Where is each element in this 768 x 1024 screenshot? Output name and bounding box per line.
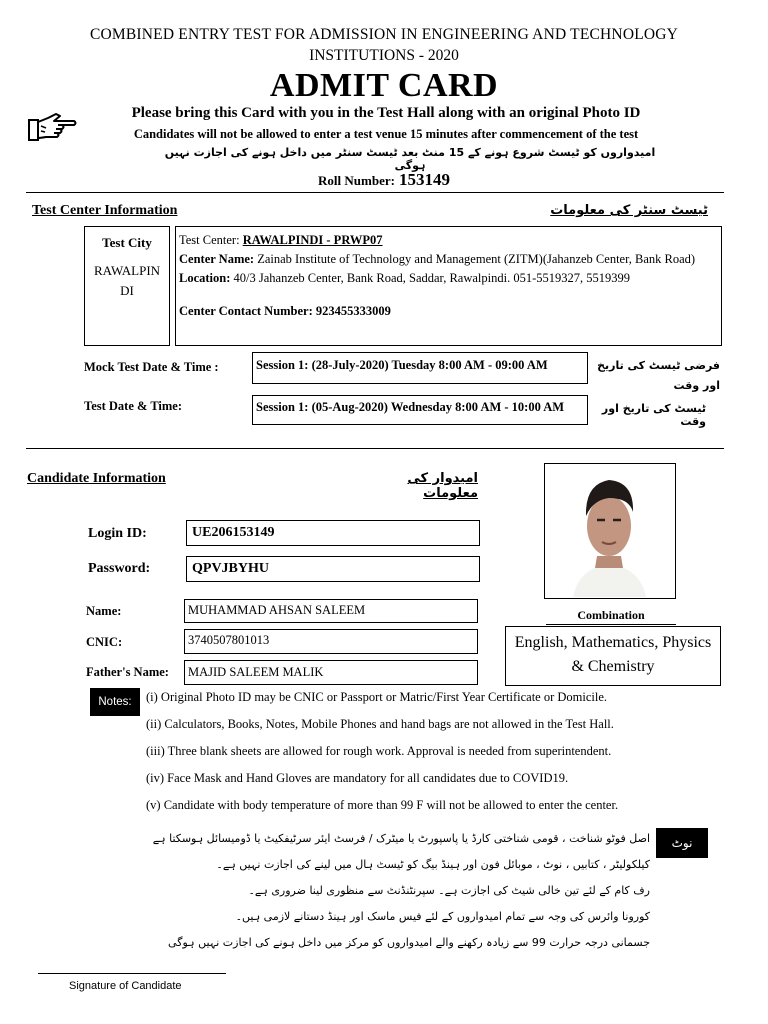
note-item: (i) Original Photo ID may be CNIC or Passport or Matric/First Year Certificate or Domicile. <box>146 690 608 704</box>
test-date-value: Session 1: (05-Aug-2020) Wednesday 8:00 AM - 10:00 AM <box>256 400 565 414</box>
combination-label: Combination <box>546 608 676 625</box>
cnic-label: CNIC: <box>86 635 123 649</box>
father-name-value: MAJID SALEEM MALIK <box>188 665 324 679</box>
pointing-hand-icon <box>26 110 78 146</box>
mock-test-value: Session 1: (28-July-2020) Tuesday 8:00 AM - 09:00 AM <box>256 358 548 372</box>
divider <box>26 192 724 193</box>
test-center-row <box>179 231 713 250</box>
notes-list-urdu <box>120 832 650 962</box>
note-item-urdu: کیلکولیٹر ، کتابیں ، نوٹ ، موبائل فون اور ہینڈ بیگ کو ٹیسٹ ہال میں لینے کی اجازت نہیں ہے۔ <box>216 858 650 871</box>
mock-test-label: Mock Test Date & Time : <box>84 360 219 374</box>
login-label: Login ID: <box>88 526 147 541</box>
cnic-field <box>184 629 478 654</box>
combination-value: English, Mathematics, Physics & Chemistry <box>514 634 712 675</box>
password-value: QPVJBYHU <box>192 561 269 576</box>
center-name-value: Zainab Institute of Technology and Management (ZITM)(Jahanzeb Center, Bank Road) <box>257 252 696 266</box>
header-line-2: INSTITUTIONS - 2020 <box>309 47 459 64</box>
bring-card-instruction: Please bring this Card with you in the Test Hall along with an original Photo ID <box>131 105 641 121</box>
late-entry-notice-urdu: امیدواروں کو ٹیسٹ شروع ہونے کے 15 منٹ بعد ٹیسٹ سنٹر میں داخل ہونے کی اجازت نہیں ہوگی <box>164 146 656 172</box>
candidate-photo <box>544 463 676 599</box>
divider <box>26 448 724 449</box>
note-item-urdu: جسمانی درجہ حرارت 99 سے زیادہ رکھنے والے امیدواروں کو مرکز میں داخل ہونے کی اجازت نہیں ہوگی <box>168 936 650 949</box>
notes-list <box>146 690 726 825</box>
note-item-urdu: اصل فوٹو شناخت ، قومی شناختی کارڈ یا پاسپورٹ یا میٹرک / فرسٹ ایئر سرٹیفکیٹ یا ڈومیسائل ہوسکتا ہے <box>152 832 650 845</box>
father-name-field <box>184 660 478 685</box>
signature-line <box>38 973 226 974</box>
note-item: (iv) Face Mask and Hand Gloves are mandatory for all candidates due to COVID19. <box>146 771 569 785</box>
mock-test-label-urdu: فرضی ٹیسٹ کی تاریخ اور وقت <box>597 359 720 392</box>
test-center-box <box>175 226 722 346</box>
test-city-box <box>84 226 170 346</box>
location-value: 40/3 Jahanzeb Center, Bank Road, Saddar, Rawalpindi. 051-5519327, 5519399 <box>233 271 631 285</box>
roll-number <box>20 170 748 190</box>
combination-box <box>505 626 721 686</box>
late-entry-notice: Candidates will not be allowed to enter a test venue 15 minutes after commencement of the test <box>133 127 639 141</box>
note-item-urdu: رف کام کے لئے تین خالی شیٹ کی اجازت ہے۔ سپرنٹنڈنٹ سے منظوری لینا ضروری ہے۔ <box>248 884 650 897</box>
cnic-value: 3740507801013 <box>188 633 270 647</box>
login-value: UE206153149 <box>192 525 275 540</box>
test-center-value: RAWALPINDI - PRWP07 <box>242 233 383 247</box>
roll-number-value: 153149 <box>398 170 450 189</box>
roll-number-label: Roll Number: <box>318 173 395 188</box>
note-item: (iii) Three blank sheets are allowed for rough work. Approval is needed from superintendent. <box>146 744 612 758</box>
center-name-row <box>179 250 713 269</box>
candidate-heading-urdu: امیدوار کی معلومات <box>407 471 478 501</box>
test-center-heading: Test Center Information <box>32 203 178 218</box>
test-center-label: Test Center: <box>179 233 240 247</box>
candidate-heading: Candidate Information <box>27 471 166 486</box>
mock-test-value-box <box>252 352 588 384</box>
password-label: Password: <box>88 561 151 576</box>
login-field <box>186 520 480 546</box>
note-item: (ii) Calculators, Books, Notes, Mobile Phones and hand bags are not allowed in the Test Hall. <box>146 717 614 731</box>
header-line-1: COMBINED ENTRY TEST FOR ADMISSION IN ENGINEERING AND TECHNOLOGY <box>89 26 679 43</box>
note-item: (v) Candidate with body temperature of more than 99 F will not be allowed to enter the center. <box>146 798 619 812</box>
test-date-label-urdu: ٹیسٹ کی تاریخ اور وقت <box>601 402 706 428</box>
location-row <box>179 269 713 288</box>
test-date-label: Test Date & Time: <box>84 399 183 413</box>
test-city-label: Test City <box>102 235 152 250</box>
contact-value: 923455333009 <box>315 304 391 318</box>
contact-row <box>179 302 713 321</box>
test-city-value: RAWALPIN DI <box>93 263 161 298</box>
test-date-value-box <box>252 395 588 425</box>
name-value: MUHAMMAD AHSAN SALEEM <box>188 603 366 617</box>
name-label: Name: <box>86 604 122 618</box>
name-field <box>184 599 478 623</box>
password-field <box>186 556 480 582</box>
note-item-urdu: کورونا وائرس کی وجہ سے تمام امیدواروں کے لئے فیس ماسک اور ہینڈ دستانے لازمی ہیں۔ <box>235 910 650 923</box>
notes-label-badge: Notes: <box>90 688 140 716</box>
page-title: ADMIT CARD <box>269 67 499 104</box>
father-name-label: Father's Name: <box>86 665 169 679</box>
contact-label: Center Contact Number: <box>179 304 313 318</box>
notes-label-badge-urdu: نوٹ <box>656 828 708 858</box>
location-label: Location: <box>179 271 231 285</box>
center-name-label: Center Name: <box>179 252 255 266</box>
test-center-heading-urdu: ٹیسٹ سنٹر کی معلومات <box>550 203 708 218</box>
signature-label: Signature of Candidate <box>69 980 182 992</box>
